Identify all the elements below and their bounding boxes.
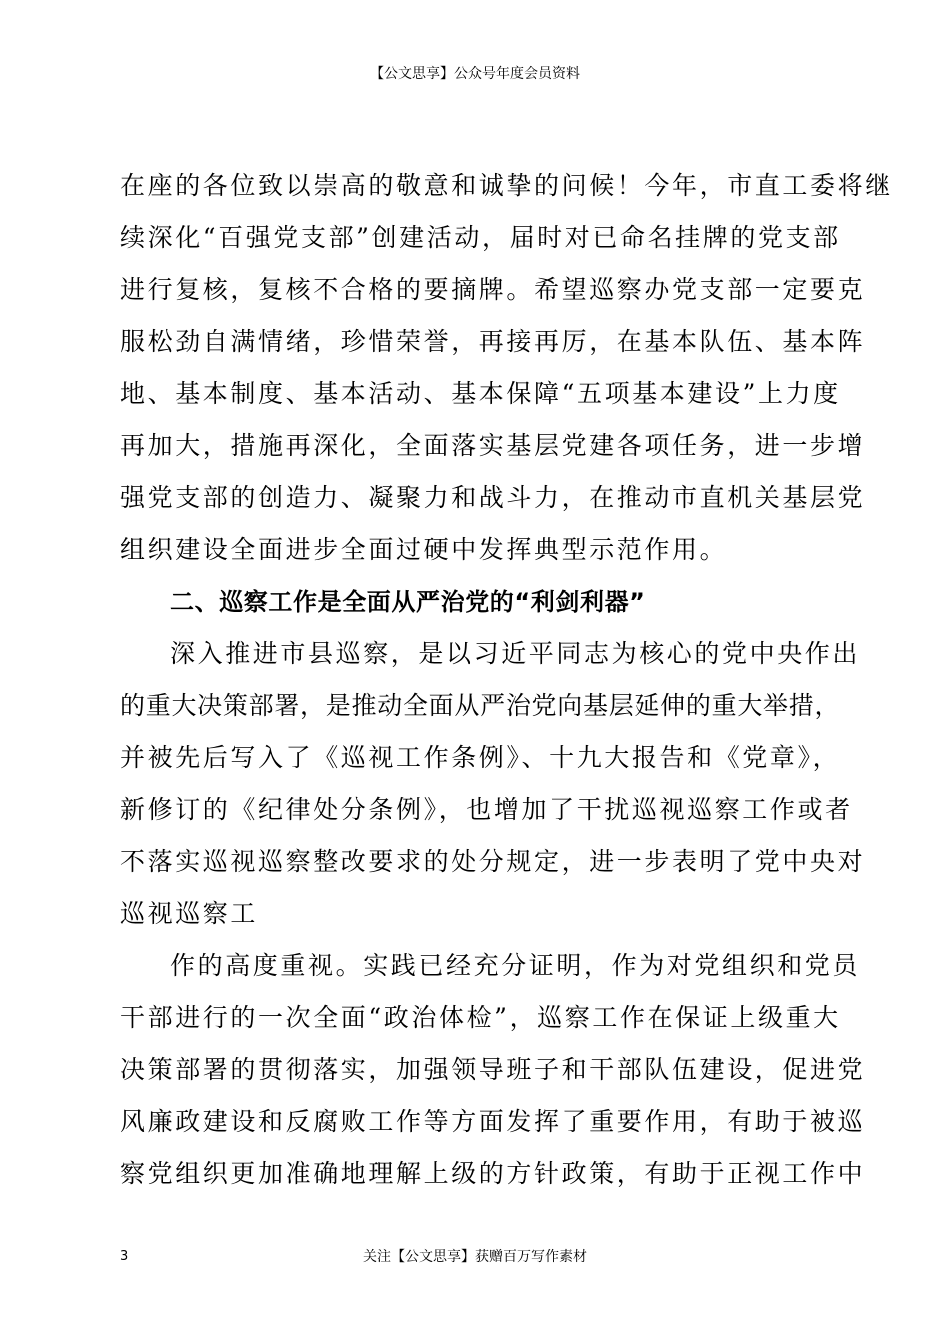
text-line: 在座的各位致以崇高的敬意和诚挚的问候！今年，市直工委将继 [120,171,893,200]
text-line: 地、基本制度、基本活动、基本保障“五项基本建设”上力度 [120,379,841,408]
text-line: 不落实巡视巡察整改要求的处分规定，进一步表明了党中央对 [120,847,866,876]
text-line: 作的高度重视。实践已经充分证明，作为对党组织和党员 [170,951,861,980]
text-line: 风廉政建设和反腐败工作等方面发挥了重要作用，有助于被巡 [120,1107,866,1136]
text-line: 服松劲自满情绪，珍惜荣誉，再接再厉，在基本队伍、基本阵 [120,327,866,356]
text-line: 察党组织更加准确地理解上级的方针政策，有助于正视工作中 [120,1159,866,1188]
text-line: 强党支部的创造力、凝聚力和战斗力，在推动市直机关基层党 [120,483,866,512]
text-line: 干部进行的一次全面“政治体检”，巡察工作在保证上级重大 [120,1003,841,1032]
page-footer [0,1247,950,1267]
text-line: 巡视巡察工 [120,899,259,928]
paragraph-2 [120,628,866,940]
page-number: 3 [120,1249,129,1264]
text-line: 决策部署的贯彻落实，加强领导班子和干部队伍建设，促进党 [120,1055,866,1084]
text-line: 并被先后写入了《巡视工作条例》、十九大报告和《党章》， [120,743,841,772]
text-line: 的重大决策部署，是推动全面从严治党向基层延伸的重大举措， [120,691,840,720]
text-line: 再加大，措施再深化，全面落实基层党建各项任务，进一步增 [120,431,866,460]
text-line: 续深化“百强党支部”创建活动，届时对已命名挂牌的党支部 [120,223,841,252]
document-body [120,160,893,1200]
section-heading-2: 二、巡察工作是全面从严治党的“利剑利器” [170,588,646,616]
text-line: 组织建设全面进步全面过硬中发挥典型示范作用。 [120,535,728,564]
text-line: 进行复核，复核不合格的要摘牌。希望巡察办党支部一定要克 [120,275,866,304]
paragraph-1 [120,160,893,576]
footer-text: 关注【公文思享】获赠百万写作素材 [363,1249,587,1265]
text-line: 深入推进市县巡察，是以习近平同志为核心的党中央作出 [170,639,861,668]
text-line: 新修订的《纪律处分条例》，也增加了干扰巡视巡察工作或者 [120,795,853,824]
page-header: 【公文思享】公众号年度会员资料 [370,66,580,82]
paragraph-3 [120,940,866,1200]
